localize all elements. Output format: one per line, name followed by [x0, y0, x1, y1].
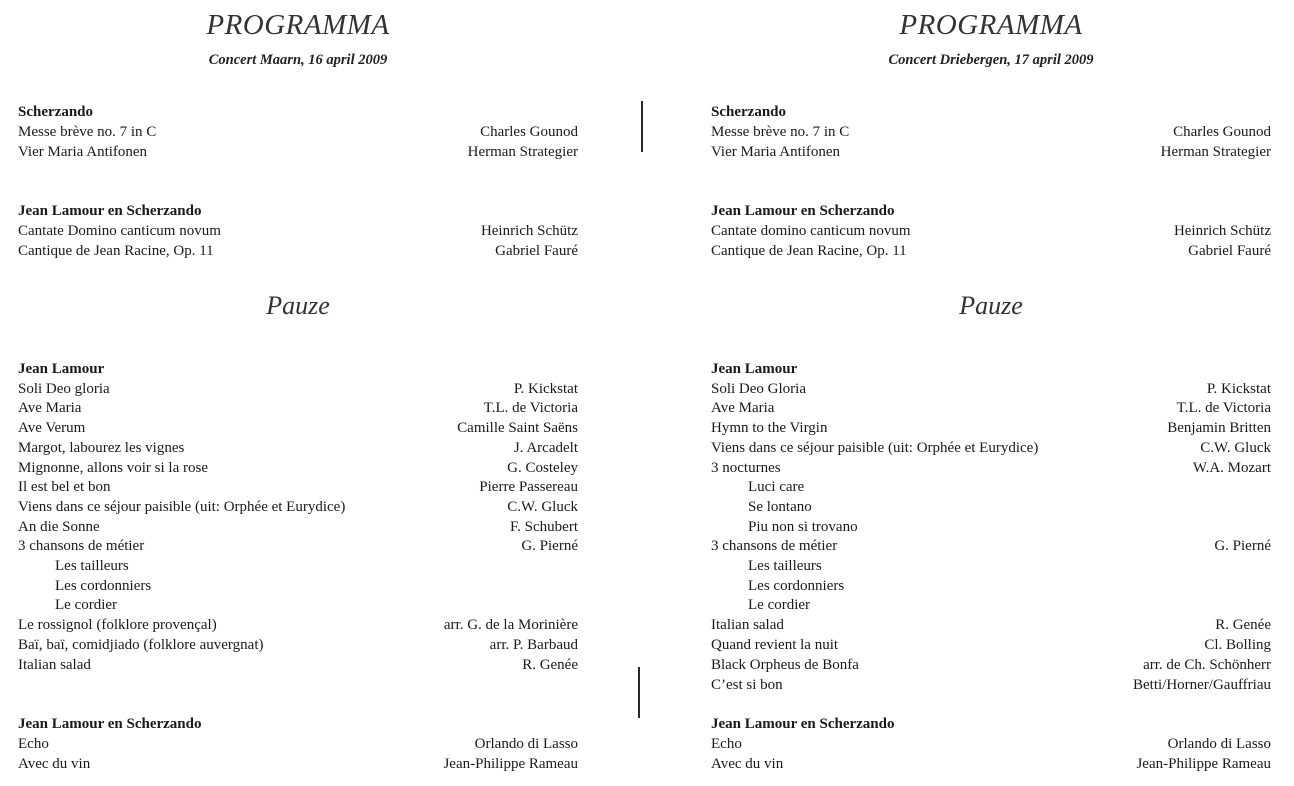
composer-name: T.L. de Victoria — [483, 400, 578, 416]
work-title: Les cordonniers — [748, 578, 845, 594]
composer-name: Heinrich Schütz — [1173, 223, 1271, 239]
composer-name: J. Arcadelt — [513, 440, 578, 456]
work-title: Echo — [18, 736, 49, 752]
program-item — [711, 241, 1271, 261]
program-item — [18, 734, 578, 754]
section-heading — [18, 102, 578, 122]
program-item — [18, 556, 578, 576]
program-item — [711, 576, 1271, 596]
program-item — [711, 142, 1271, 162]
performer-name: Jean Lamour — [711, 361, 798, 377]
composer-name: Gabriel Fauré — [1188, 243, 1271, 259]
composer-name: R. Genée — [1215, 617, 1271, 633]
work-title: C’est si bon — [711, 677, 783, 693]
section-heading — [711, 359, 1271, 379]
program-item — [711, 418, 1271, 438]
composer-name: Camille Saint Saëns — [457, 420, 578, 436]
work-title: Viens dans ce séjour paisible (uit: Orphée et Eurydice) — [711, 440, 1039, 456]
composer-name: Jean-Philippe Rameau — [443, 756, 578, 772]
work-title: Le cordier — [748, 597, 811, 613]
program-item — [18, 517, 578, 537]
section-heading — [18, 714, 578, 734]
work-title: Echo — [711, 736, 742, 752]
composer-name: arr. G. de la Morinière — [443, 617, 578, 633]
section-heading — [18, 359, 578, 379]
program-item — [711, 477, 1271, 497]
composer-name: R. Genée — [522, 657, 578, 673]
performer-name: Jean Lamour en Scherzando — [711, 203, 895, 219]
program-item — [711, 122, 1271, 142]
performer-name: Jean Lamour — [18, 361, 105, 377]
fold-mark — [638, 667, 640, 718]
program-item — [711, 458, 1271, 478]
work-title: 3 nocturnes — [711, 460, 781, 476]
work-title: An die Sonne — [18, 519, 100, 535]
composer-name: P. Kickstat — [1206, 381, 1271, 397]
program-item — [711, 536, 1271, 556]
composer-name: T.L. de Victoria — [1176, 400, 1271, 416]
composer-name: arr. de Ch. Schönherr — [1143, 657, 1271, 673]
performer-name: Jean Lamour en Scherzando — [711, 716, 895, 732]
section-heading — [711, 102, 1271, 122]
page-title: PROGRAMMA — [899, 9, 1083, 41]
program-item — [18, 241, 578, 261]
composer-name: Gabriel Fauré — [495, 243, 578, 259]
work-title: Le cordier — [55, 597, 118, 613]
program-item — [18, 497, 578, 517]
work-title: Black Orpheus de Bonfa — [711, 657, 859, 673]
work-title: Italian salad — [18, 657, 91, 673]
work-title: Soli Deo Gloria — [711, 381, 806, 397]
section-heading — [711, 201, 1271, 221]
program-item — [18, 595, 578, 615]
program-item — [711, 734, 1271, 754]
work-title: Viens dans ce séjour paisible (uit: Orphée et Eurydice) — [18, 499, 346, 515]
work-title: Italian salad — [711, 617, 784, 633]
composer-name: C.W. Gluck — [507, 499, 578, 515]
work-title: Les cordonniers — [55, 578, 152, 594]
program-item — [18, 615, 578, 635]
composer-name: P. Kickstat — [513, 381, 578, 397]
composer-name: Herman Strategier — [467, 144, 578, 160]
program-page-maarn — [18, 0, 578, 786]
program-item — [711, 556, 1271, 576]
program-item — [711, 221, 1271, 241]
work-title: Mignonne, allons voir si la rose — [18, 460, 208, 476]
composer-name: Herman Strategier — [1160, 144, 1271, 160]
work-title: Messe brève no. 7 in C — [18, 124, 157, 140]
work-title: Les tailleurs — [55, 558, 129, 574]
composer-name: Charles Gounod — [480, 124, 578, 140]
work-title: Soli Deo gloria — [18, 381, 110, 397]
program-item — [18, 635, 578, 655]
section-heading — [711, 714, 1271, 734]
work-title: Il est bel et bon — [18, 479, 111, 495]
work-title: Quand revient la nuit — [711, 637, 839, 653]
composer-name: Heinrich Schütz — [480, 223, 578, 239]
composer-name: Betti/Horner/Gauffriau — [1132, 677, 1271, 693]
intermission-heading: Pauze — [266, 291, 330, 320]
work-title: Hymn to the Virgin — [711, 420, 828, 436]
composer-name: arr. P. Barbaud — [489, 637, 578, 653]
composer-name: G. Pierné — [1214, 538, 1271, 554]
composer-name: W.A. Mozart — [1192, 460, 1271, 476]
work-title: Baï, baï, comidjiado (folklore auvergnat) — [18, 637, 264, 653]
program-item — [18, 398, 578, 418]
work-title: Avec du vin — [711, 756, 784, 772]
work-title: Vier Maria Antifonen — [18, 144, 148, 160]
composer-name: G. Pierné — [521, 538, 578, 554]
program-item — [711, 655, 1271, 675]
program-item — [711, 754, 1271, 774]
program-item — [18, 221, 578, 241]
work-title: Luci care — [748, 479, 805, 495]
page-title: PROGRAMMA — [206, 9, 390, 41]
composer-name: Jean-Philippe Rameau — [1136, 756, 1271, 772]
program-item — [18, 458, 578, 478]
composer-name: Cl. Bolling — [1204, 637, 1271, 653]
work-title: Margot, labourez les vignes — [18, 440, 185, 456]
program-item — [18, 576, 578, 596]
section-heading — [18, 201, 578, 221]
composer-name: Benjamin Britten — [1167, 420, 1271, 436]
composer-name: Charles Gounod — [1173, 124, 1271, 140]
program-item — [18, 142, 578, 162]
work-title: Piu non si trovano — [748, 519, 858, 535]
work-title: Ave Maria — [18, 400, 82, 416]
program-page-driebergen — [711, 0, 1271, 786]
work-title: Ave Maria — [711, 400, 775, 416]
program-item — [18, 379, 578, 399]
composer-name: G. Costeley — [507, 460, 578, 476]
program-item — [711, 675, 1271, 695]
program-item — [711, 497, 1271, 517]
program-item — [711, 517, 1271, 537]
program-item — [18, 418, 578, 438]
performer-name: Jean Lamour en Scherzando — [18, 716, 202, 732]
performer-name: Scherzando — [18, 104, 93, 120]
program-item — [711, 635, 1271, 655]
composer-name: Pierre Passereau — [479, 479, 578, 495]
work-title: Les tailleurs — [748, 558, 822, 574]
program-item — [711, 595, 1271, 615]
work-title: Le rossignol (folklore provençal) — [18, 617, 217, 633]
composer-name: F. Schubert — [510, 519, 578, 535]
program-item — [18, 477, 578, 497]
program-item — [711, 438, 1271, 458]
concert-subtitle: Concert Driebergen, 17 april 2009 — [888, 52, 1094, 68]
composer-name: C.W. Gluck — [1200, 440, 1271, 456]
work-title: 3 chansons de métier — [18, 538, 145, 554]
work-title: Vier Maria Antifonen — [711, 144, 841, 160]
performer-name: Jean Lamour en Scherzando — [18, 203, 202, 219]
program-item — [18, 655, 578, 675]
program-item — [18, 438, 578, 458]
program-item — [18, 754, 578, 774]
work-title: Ave Verum — [18, 420, 86, 436]
program-item — [18, 536, 578, 556]
work-title: Cantique de Jean Racine, Op. 11 — [711, 243, 907, 259]
work-title: 3 chansons de métier — [711, 538, 838, 554]
work-title: Cantique de Jean Racine, Op. 11 — [18, 243, 214, 259]
intermission-heading: Pauze — [959, 291, 1023, 320]
fold-mark — [641, 101, 643, 152]
performer-name: Scherzando — [711, 104, 786, 120]
program-item — [711, 615, 1271, 635]
work-title: Avec du vin — [18, 756, 91, 772]
program-item — [711, 398, 1271, 418]
composer-name: Orlando di Lasso — [1167, 736, 1271, 752]
program-item — [18, 122, 578, 142]
work-title: Cantate Domino canticum novum — [18, 223, 221, 239]
work-title: Cantate domino canticum novum — [711, 223, 911, 239]
program-item — [711, 379, 1271, 399]
work-title: Messe brève no. 7 in C — [711, 124, 850, 140]
work-title: Se lontano — [748, 499, 812, 515]
composer-name: Orlando di Lasso — [474, 736, 578, 752]
concert-subtitle: Concert Maarn, 16 april 2009 — [208, 52, 388, 68]
